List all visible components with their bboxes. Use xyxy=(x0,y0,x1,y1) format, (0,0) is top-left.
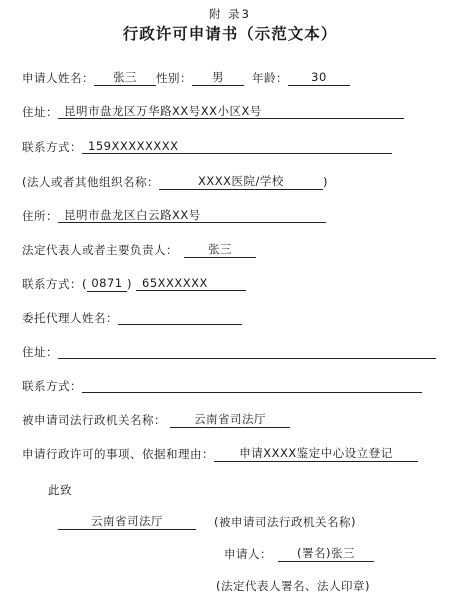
form-title: 行政许可申请书（示范文本） xyxy=(122,25,338,43)
gender-field[interactable]: 男 xyxy=(192,70,244,86)
matter-label: 申请行政许可的事项、依据和理由： xyxy=(22,447,214,461)
agent-address-field[interactable] xyxy=(58,344,436,359)
applicant-contact-field[interactable]: 159XXXXXXXX xyxy=(82,139,392,154)
recipient-field[interactable]: 云南省司法厅 xyxy=(58,514,196,530)
area-code-field[interactable]: 0871 xyxy=(87,276,127,292)
applicant-contact-row xyxy=(22,139,392,155)
signer-field[interactable]: (署名)张三 xyxy=(278,546,374,562)
agent-name-label: 委托代理人姓名： xyxy=(22,311,118,325)
legal-rep-field[interactable]: 张三 xyxy=(184,242,256,258)
signer-label: 申请人： xyxy=(224,547,272,561)
matter-row xyxy=(22,446,418,462)
organization-name-field[interactable]: XXXX医院/学校 xyxy=(159,174,323,190)
appendix-label: 附 录3 xyxy=(209,7,251,21)
agency-field[interactable]: 云南省司法厅 xyxy=(170,412,290,428)
organization-name-close: ) xyxy=(323,175,328,189)
agent-address-row xyxy=(22,344,436,360)
signer-row xyxy=(224,546,374,562)
salutation-row xyxy=(48,482,72,498)
applicant-basic-row xyxy=(22,70,350,86)
organization-name-row xyxy=(22,174,328,190)
agency-label: 被申请司法行政机关名称： xyxy=(22,413,166,427)
applicant-address-row xyxy=(22,104,404,120)
agent-contact-row xyxy=(22,378,422,394)
agent-contact-field[interactable] xyxy=(82,378,422,393)
organization-name-label: (法人或者其他组织名称： xyxy=(22,175,159,189)
applicant-contact-label: 联系方式： xyxy=(22,140,82,154)
legal-rep-row xyxy=(22,242,256,258)
legal-rep-label: 法定代表人或者主要负责人： xyxy=(22,243,178,257)
organization-contact-label: 联系方式： xyxy=(22,277,82,291)
area-code-open: ( xyxy=(82,277,87,291)
seal-note: (法定代表人署名、法人印章) xyxy=(216,579,370,593)
applicant-name-label: 申请人姓名： xyxy=(22,71,94,85)
area-code-close: ) xyxy=(127,277,132,291)
residence-label: 住所： xyxy=(22,209,58,223)
age-label: 年龄： xyxy=(252,71,288,85)
gender-label: 性别： xyxy=(156,71,192,85)
age-field[interactable]: 30 xyxy=(288,70,350,86)
recipient-row xyxy=(58,514,356,530)
agent-name-row xyxy=(22,310,242,326)
organization-contact-row xyxy=(22,276,246,292)
applicant-address-label: 住址： xyxy=(22,105,58,119)
agent-contact-label: 联系方式： xyxy=(22,379,82,393)
salutation-text: 此致 xyxy=(48,483,72,497)
applicant-name-field[interactable]: 张三 xyxy=(94,70,156,86)
organization-phone-field[interactable]: 65XXXXXX xyxy=(136,276,246,291)
agent-address-label: 住址： xyxy=(22,345,58,359)
agent-name-field[interactable] xyxy=(118,310,242,325)
agency-row xyxy=(22,412,290,428)
organization-residence-row xyxy=(22,208,326,224)
applicant-address-field[interactable]: 昆明市盘龙区万华路XX号XX小区X号 xyxy=(58,104,404,119)
recipient-note: (被申请司法行政机关名称) xyxy=(214,515,356,529)
matter-field[interactable]: 申请XXXX鉴定中心设立登记 xyxy=(214,446,418,462)
seal-note-row xyxy=(216,578,370,594)
residence-field[interactable]: 昆明市盘龙区白云路XX号 xyxy=(58,208,326,223)
